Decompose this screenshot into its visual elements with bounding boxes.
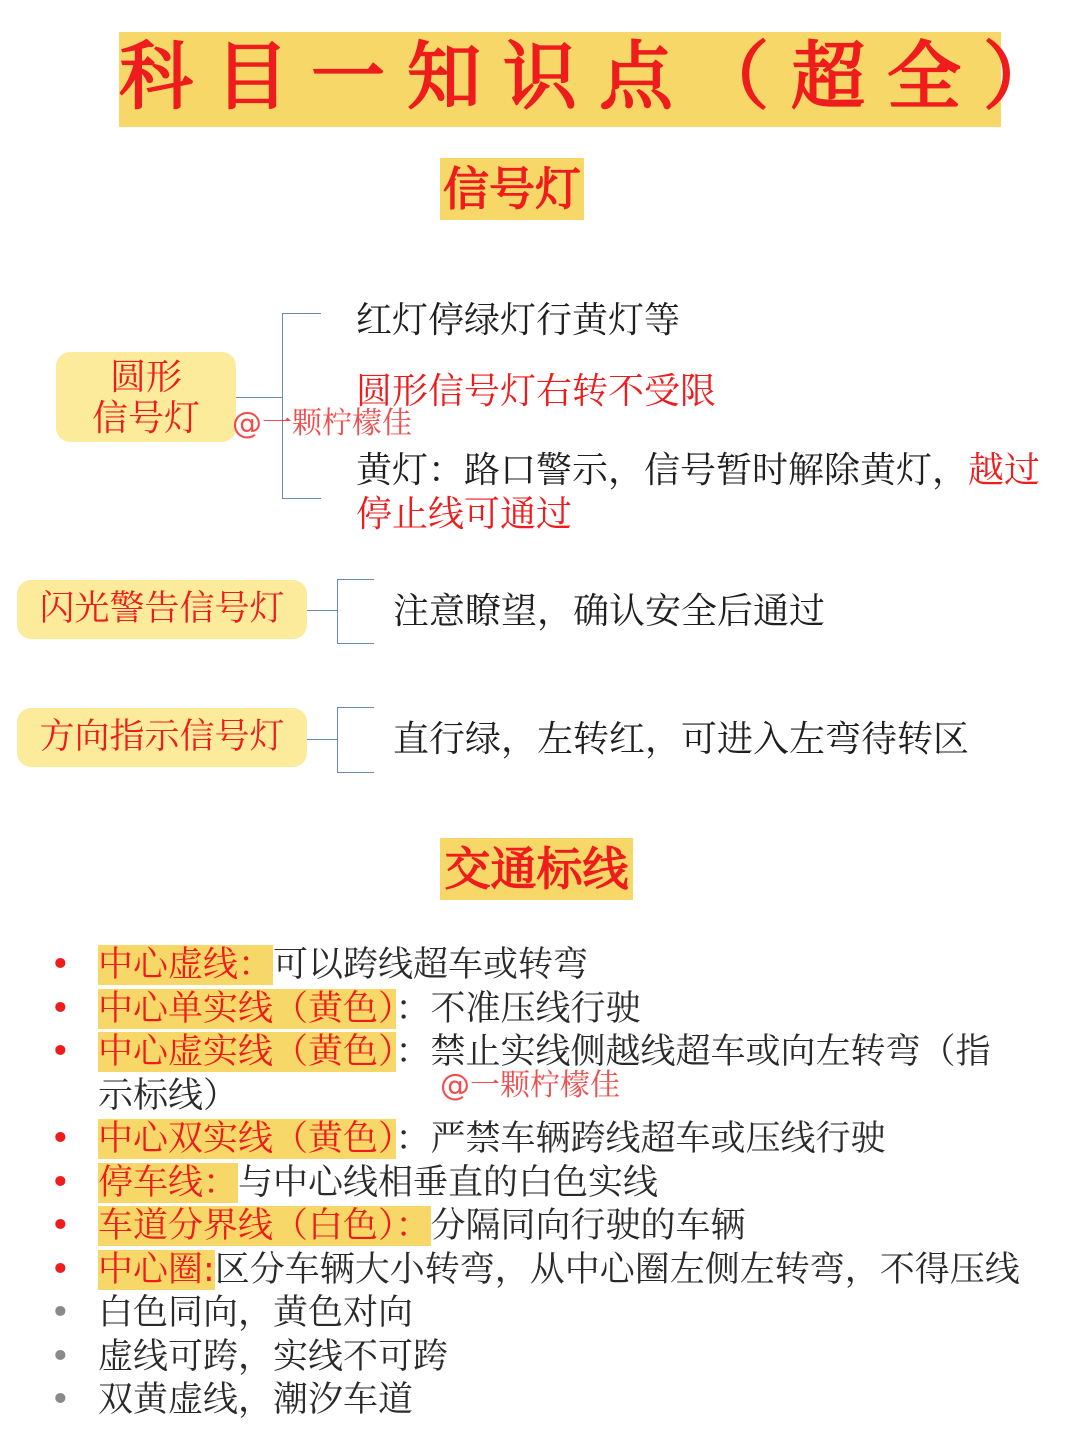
bullet-dot: • (50, 1380, 71, 1420)
list-item (50, 1249, 1060, 1293)
branch-item-red-text: 越过 (968, 450, 1041, 491)
term-desc-cont: 示标线） (98, 1075, 239, 1116)
bullet-dot: • (50, 945, 71, 985)
term-desc: ：不准压线行驶 (395, 988, 641, 1029)
term-key: 中心双实线（黄色） (98, 1119, 396, 1159)
term-desc: 白色同向，黄色对向 (98, 1293, 414, 1333)
bullet-dot: • (50, 1032, 71, 1072)
bullet-dot: • (50, 1119, 71, 1159)
branch-item: 直行绿，左转红，可进入左弯待转区 (393, 719, 970, 760)
section-heading-markings: 交通标线 (440, 838, 633, 900)
term-key: 中心虚实线（黄色） (98, 1032, 396, 1072)
list-item (50, 1336, 1060, 1380)
branch-brace (337, 707, 374, 773)
page-title: 科目一知识点（超全） (119, 34, 1079, 120)
term-desc: ：严禁车辆跨线超车或压线行驶 (395, 1119, 886, 1159)
topic-label-line2: 信号灯 (91, 398, 200, 439)
watermark: @一颗柠檬佳 (440, 1068, 620, 1103)
branch-item-red-text: 停止线可通过 (356, 494, 573, 535)
branch-item: 红灯停绿灯行黄灯等 (356, 300, 681, 341)
list-item (50, 1205, 1060, 1249)
bullet-dot: • (50, 1336, 71, 1377)
branch-brace (337, 579, 374, 644)
branch-item (356, 448, 1040, 494)
watermark: @一颗柠檬佳 (232, 406, 412, 441)
topic-label-line1: 圆形 (109, 357, 182, 398)
list-item (50, 944, 1060, 988)
branch-item-text: 黄灯：路口警示，信号暂时解除黄灯， (356, 450, 969, 491)
bullet-dot: • (50, 1249, 71, 1290)
list-item (50, 1379, 1060, 1423)
markings-bullet-list (50, 944, 1060, 1423)
term-key: 中心虚线： (98, 945, 274, 985)
topic-pill-flashing-signal: 闪光警告信号灯 (17, 580, 307, 639)
term-key: 中心圈: (98, 1249, 215, 1290)
list-item (50, 1118, 1060, 1162)
branch-item: 注意瞭望，确认安全后通过 (393, 591, 826, 632)
bullet-dot: • (50, 1206, 71, 1246)
list-item (50, 1292, 1060, 1336)
list-item (50, 1162, 1060, 1206)
term-desc: ：禁止实线侧越线超车或向左转弯（指 (395, 1032, 991, 1072)
term-desc: 虚线可跨，实线不可跨 (98, 1336, 449, 1377)
bullet-dot: • (50, 1162, 71, 1203)
topic-pill-round-signal (56, 352, 236, 442)
bullet-dot: • (50, 988, 71, 1029)
topic-pill-direction-signal: 方向指示信号灯 (17, 708, 307, 767)
bullet-dot: • (50, 1293, 71, 1333)
section-heading-signals: 信号灯 (440, 158, 584, 220)
term-desc: 分隔同向行驶的车辆 (430, 1206, 746, 1246)
connector-line (307, 739, 337, 740)
branch-item-highlight: 圆形信号灯右转不受限 (356, 371, 717, 412)
connector-line (307, 610, 337, 611)
term-key: 停车线： (98, 1162, 239, 1203)
term-key: 中心单实线（黄色） (98, 988, 396, 1029)
term-desc: 可以跨线超车或转弯 (273, 945, 589, 985)
list-item (50, 988, 1060, 1032)
term-desc: 与中心线相垂直的白色实线 (238, 1162, 659, 1203)
term-desc: 双黄虚线，潮汐车道 (98, 1380, 414, 1420)
term-key: 车道分界线（白色）： (98, 1206, 431, 1246)
term-desc: 区分车辆大小转弯，从中心圈左侧左转弯，不得压线 (214, 1249, 1020, 1290)
